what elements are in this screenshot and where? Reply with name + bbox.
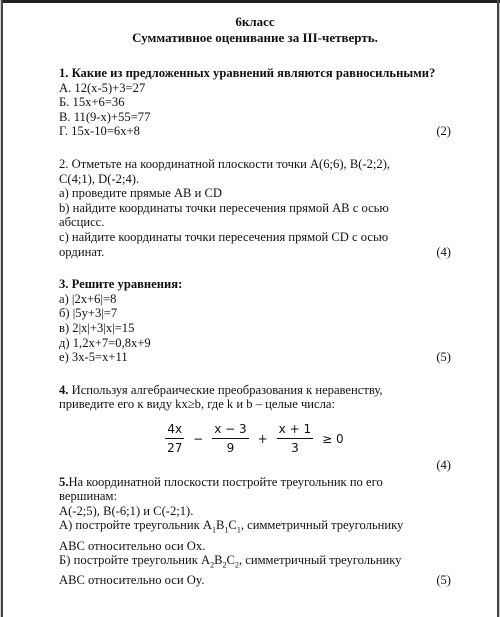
q4-text-1: Используя алгебраические преобразования к неравенству, [71,382,383,397]
grade-label: 6класс [235,14,275,29]
q5-part-a-cont: ABC относительно оси Ox. [59,538,206,553]
q3-item-e: е) 3x-5=x+11 [59,350,128,365]
minus-operator: − [193,431,204,446]
q4-points: (4) [436,458,451,473]
fraction-3-denominator: 3 [291,441,299,456]
q4-points-line [59,458,451,473]
q4-line-1 [59,383,451,398]
question-1-text: 1. Какие из предложенных уравнений являются равносильными? [59,66,436,80]
q4-number: 4. [59,382,69,397]
q1-last-line [59,124,451,139]
q2-part-b: b) найдите координаты точки пересечения прямой AB с осью [59,200,389,215]
q3-item-b: б) |5y+3|=7 [59,306,118,321]
q5-number: 5. [59,474,69,489]
q1-option-d: Г. 15x-10=6x+8 [59,124,140,139]
q5-line-1 [59,475,451,490]
q5-part-b: Б) постройте треугольник $A_2B_2C_2$, симметричный треугольнику [59,553,402,570]
q1-option-b: Б. 15x+6=36 [59,95,125,110]
right-border [497,0,499,617]
fraction-1-denominator: 27 [167,441,183,456]
q3-last-line [59,350,451,365]
question-4 [59,383,451,473]
left-border [1,0,3,617]
q5-vertices: A(-2;5), B(-6;1) и C(-2;1). [59,503,194,518]
fraction-2-numerator: x − 3 [212,422,248,440]
fraction-1 [165,422,184,456]
q5-text-2: вершинам: [59,489,117,504]
fraction-3 [277,422,313,456]
q5-text-1: На координатной плоскости постройте треугольник по его [68,474,383,489]
q2-part-c: c) найдите координаты точки пересечения прямой CD с осью [59,229,389,244]
q2-last-line [59,245,451,260]
top-border [1,0,500,3]
question-3 [59,277,451,365]
question-3-text: 3. Решите уравнения: [59,277,183,292]
fraction-1-numerator: 4x [165,422,184,440]
inequality-formula [59,422,451,456]
q4-text-2: приведите его к виду kx≥b, где k и b – целые числа: [59,397,336,412]
q5-points: (5) [436,573,451,588]
worksheet-content [59,14,451,588]
q3-item-d: д) 1,2x+7=0,8x+9 [59,335,151,350]
page-title: Суммативное оценивание за III-четверть. [132,30,378,45]
q1-points: (2) [436,124,451,139]
q3-points: (5) [436,350,451,365]
q2-part-c-cont: ординат. [59,244,105,259]
q3-item-a: а) |2x+6|=8 [59,291,117,306]
q2-line-1: 2. Отметьте на координатной плоскости точки A(6;6), B(-2;2), [59,156,391,171]
fraction-2 [212,422,248,456]
question-1 [59,66,451,139]
q2-part-a: а) проведите прямые AB и CD [59,186,222,201]
plus-operator: + [257,431,268,446]
q2-line-2: C(4;1), D(-2;4). [59,171,140,186]
q2-part-b-cont: абсцисс. [59,215,105,230]
q1-option-c: В. 11(9-x)+55=77 [59,109,151,124]
q5-last-line [59,573,451,588]
q3-item-c: в) 2|x|+3|x|=15 [59,320,135,335]
q2-points: (4) [436,244,451,259]
q5-part-b-cont: ABC относительно оси Oy. [59,573,205,588]
q1-option-a: А. 12(x-5)+3=27 [59,80,146,95]
question-2 [59,157,451,259]
relation-operator: ≥ 0 [322,431,344,446]
question-5 [59,475,451,588]
fraction-2-denominator: 9 [226,441,235,456]
fraction-3-numerator: x + 1 [277,422,313,440]
q5-part-a: А) постройте треугольник $A_1B_1C_1$, симметричный треугольнику [59,518,404,535]
